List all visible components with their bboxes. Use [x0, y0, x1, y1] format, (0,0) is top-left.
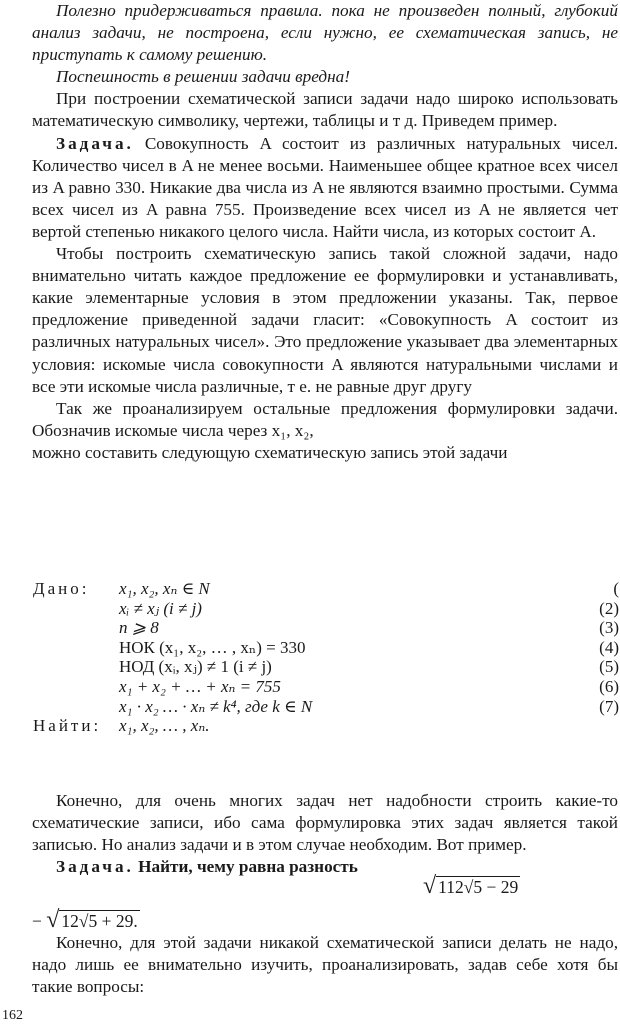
- upper-text-block: [32, 0, 618, 464]
- system-formula: НОД (xᵢ, xⱼ) ≠ 1 (i ≠ j): [119, 657, 272, 677]
- page-number: 162: [2, 1008, 23, 1023]
- minus-sign: −: [32, 911, 42, 931]
- schematic-system: [33, 579, 619, 736]
- radicand: 112√5 − 29: [438, 877, 519, 897]
- haste-warning: Поспешность в решении задачи вредна!: [56, 67, 350, 87]
- equation-number: (5): [599, 657, 619, 677]
- equation-number: (3): [599, 618, 619, 638]
- conclusion-paragraph: Конечно, для очень многих задач нет надобности строить какие-то схематические записи, ибо сама формулировка этих задач является такой записью. Но анализ задачи и в этом случае необходим. Вот пример.: [32, 791, 618, 855]
- lower-text-block: [32, 790, 618, 878]
- radical-expression-1: [423, 873, 520, 900]
- problem-label: Задача.: [56, 133, 134, 153]
- problem-label: Задача.: [56, 857, 134, 877]
- find-label: Найти:: [33, 716, 102, 736]
- equation-number: (: [613, 579, 619, 598]
- system-row-find: [33, 716, 619, 736]
- final-paragraph: Конечно, для этой задачи никакой схематической записи делать не надо, надо лишь ее внимательно изучить, проанализировать, задав себе хотя бы такие вопросы:: [32, 933, 618, 997]
- system-formula: x₁ + x₂ + … + xₙ = 755: [119, 676, 281, 696]
- radical-sign: √: [46, 907, 60, 933]
- radical-expression-2: [32, 907, 140, 934]
- equation-number: (7): [599, 696, 619, 716]
- system-formula: x₁, x₂, xₙ ∈ N: [119, 579, 210, 598]
- system-row-5: [33, 657, 619, 677]
- system-row-3: [33, 618, 619, 638]
- notation-paragraph: Так же проанализируем остальные предложения формулировки задачи. Обозначив искомые числа через x₁, x₂,: [32, 398, 618, 440]
- final-text-block: [32, 932, 618, 998]
- radicand: 12√5 + 29.: [61, 911, 138, 931]
- equation-number: (4): [599, 637, 619, 657]
- problem-2-text: Найти, чему равна разность: [133, 857, 358, 877]
- system-formula: x₁ · x₂ … · xₙ ≠ k⁴, где k ∈ N: [119, 696, 313, 716]
- problem-2-paragraph: [32, 856, 618, 878]
- given-label: Дано:: [33, 579, 90, 598]
- problem-1-paragraph: [32, 133, 618, 243]
- find-formula: x₁, x₂, … , xₙ.: [119, 716, 210, 736]
- system-formula: НОК (x₁, x₂, … , xₙ) = 330: [119, 637, 306, 657]
- schematic-intro-paragraph: При построении схематической записи задачи надо широко использовать математическую символику, чертежи, таблицы и т д. Приведем пример.: [32, 89, 618, 131]
- system-row-1: [33, 579, 619, 599]
- system-row-2: [33, 599, 619, 619]
- system-formula: xᵢ ≠ xⱼ (i ≠ j): [119, 598, 202, 618]
- problem-1-text: Совокупность A состоит из различных натуральных чисел. Количество чисел в A не менее восьми. Наименьшее общее кратное всех чисел из A равно 330. Никакие два числа из A не являются взаимно простыми. Сумма всех чисел из A равна 755. Произведение всех чисел из A не является чет вертой степенью никакого целого числа. Найти числа, из которых состоит A.: [32, 133, 618, 241]
- system-formula: n ⩾ 8: [119, 618, 159, 638]
- system-row-6: [33, 677, 619, 697]
- notation-paragraph-end: можно составить следующую схематическую запись этой задачи: [32, 442, 508, 462]
- system-row-4: [33, 638, 619, 658]
- radical-sign: √: [423, 873, 437, 899]
- equation-number: (6): [599, 676, 619, 696]
- equation-number: (2): [599, 598, 619, 618]
- system-row-7: [33, 697, 619, 717]
- rule-paragraph: Полезно придерживаться правила. пока не произведен полный, глубокий анализ задачи, не построена, если нужно, ее схематическая запись, не приступать к самому решению.: [32, 1, 618, 65]
- analysis-paragraph: Чтобы построить схематическую запись такой сложной задачи, надо внимательно читать каждое предложение ее формулировки и устанавливать, какие элементарные условия в этом предложении указаны. Так, первое предложение приведенной задачи гласит: «Совокупность A состоит из различных натуральных чисел». Это предложение указывает два элементарных условия: искомые числа совокупности A являются натуральными числами и все эти искомые числа различные, т е. не равные друг другу: [32, 244, 618, 396]
